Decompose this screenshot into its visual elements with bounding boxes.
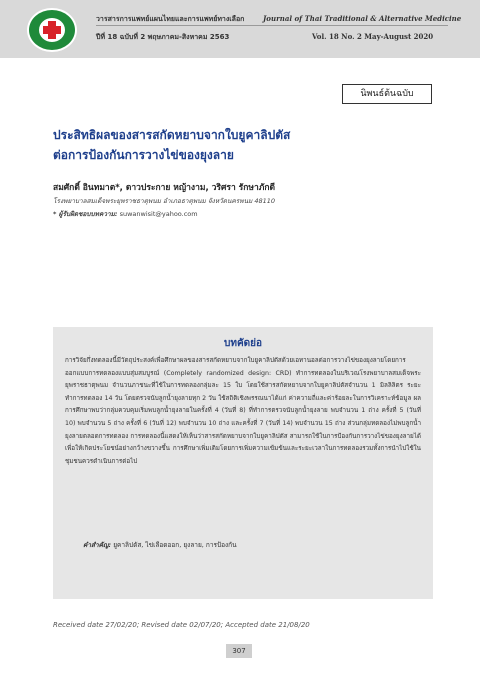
keywords [83, 540, 237, 550]
corresponding-email: suwanwisit@yahoo.com [119, 210, 198, 218]
author-affiliation: โรงพยาบาลสมเด็จพระยุพราชธาตุพนม อำเภอธาตุพนม จังหวัดนครพนม 48110 [53, 197, 276, 205]
section-badge: นิพนธ์ต้นฉบับ [342, 84, 432, 104]
author-list: สมศักดิ์ อินทมาต*, ดาวประกาย หญ้างาม, วริศรา รักษาภักดี [53, 183, 276, 193]
abstract-box [53, 327, 433, 599]
issue-info-english: Vol. 18 No. 2 May-August 2020 [312, 32, 434, 41]
issue-info-thai: ปีที่ 18 ฉบับที่ 2 พฤษภาคม-สิงหาคม 2563 [96, 33, 230, 41]
logo-cross-bar [43, 26, 61, 34]
keywords-label: คำสำคัญ: [83, 541, 112, 549]
article-title-line-1: ประสิทธิผลของสารสกัดหยาบจากใบยูคาลิปตัส [53, 128, 291, 142]
journal-name-english: Journal of Thai Traditional & Alternative Medicine [263, 14, 462, 23]
article-title-line-2: ต่อการป้องกันการวางไข่ของยุงลาย [53, 148, 234, 162]
submission-dates: Received date 27/02/20; Revised date 02/07/20; Accepted date 21/08/20 [53, 621, 310, 629]
journal-logo [27, 8, 77, 52]
abstract-body: การวิจัยกึ่งทดลองนี้มีวัตถุประสงค์เพื่อศึกษาผลของสารสกัดหยาบจากใบยูคาลิปตัสด้วยเอทานอลต่อการวางไข่ของยุงลายโดยการออกแบบการทดลองแบบสุ่มสมบูรณ์ (Completely randomized design: CRD) ทำการทดลองในบริเวณโรงพยาบาลสมเด็จพระยุพราชธาตุพนม จำนวนภาชนะที่ใช้ในการทดลองกลุ่มละ 15 ใบ โดยใช้สารสกัดหยาบจากใบยูคาลิปตัสจำนวน 1 มิลลิลิตร ระยะทำการทดลอง 14 วัน โดยตรวจนับลูกน้ำยุงลายทุก 2 วัน ใช้สถิติเชิงพรรณนาได้แก่ ค่าความถี่และค่าร้อยละในการวิเคราะห์ข้อมูล ผลการศึกษาพบว่ากลุ่มควบคุมเริ่มพบลูกน้ำยุงลายในครั้งที่ 4 (วันที่ 8) ที่ทำการตรวจนับลูกน้ำยุงลาย พบจำนวน 1 ถ่าง ครั้งที่ 5 (วันที่ 10) พบจำนวน 5 ถ่าง ครั้งที่ 6 (วันที่ 12) พบจำนวน 10 ถ่าง และครั้งที่ 7 (วันที่ 14) พบจำนวน 15 ถ่าง ส่วนกลุ่มทดลองไม่พบลูกน้ำยุงลายตลอดการทดลอง การทดลองนี้แสดงให้เห็นว่าสารสกัดหยาบจากใบยูคาลิปตัส สามารถใช้ในการป้องกันการวางไข่ของยุงลายได้ เพื่อให้เกิดประโยชน์อย่างกว้างขวางขึ้น การศึกษาเพิ่มเติมโดยการเพิ่มความเข้มข้นและระยะเวลาในการทดลองรวมทั้งการนำไปใช้ในชุมชนควรดำเนินการต่อไป [65, 357, 421, 465]
header-divider [96, 25, 448, 26]
journal-name-thai: วารสารการแพทย์แผนไทยและการแพทย์ทางเลือก [96, 15, 245, 23]
corresponding-author [53, 209, 198, 219]
corresponding-label: * ผู้รับผิดชอบบทความ: [53, 210, 118, 218]
abstract-heading: บทคัดย่อ [224, 338, 262, 349]
page-number: 307 [226, 644, 252, 658]
keywords-value: ยูคาลิปตัส, ไข่เลือดออก, ยุงลาย, การป้องกัน [113, 541, 237, 549]
